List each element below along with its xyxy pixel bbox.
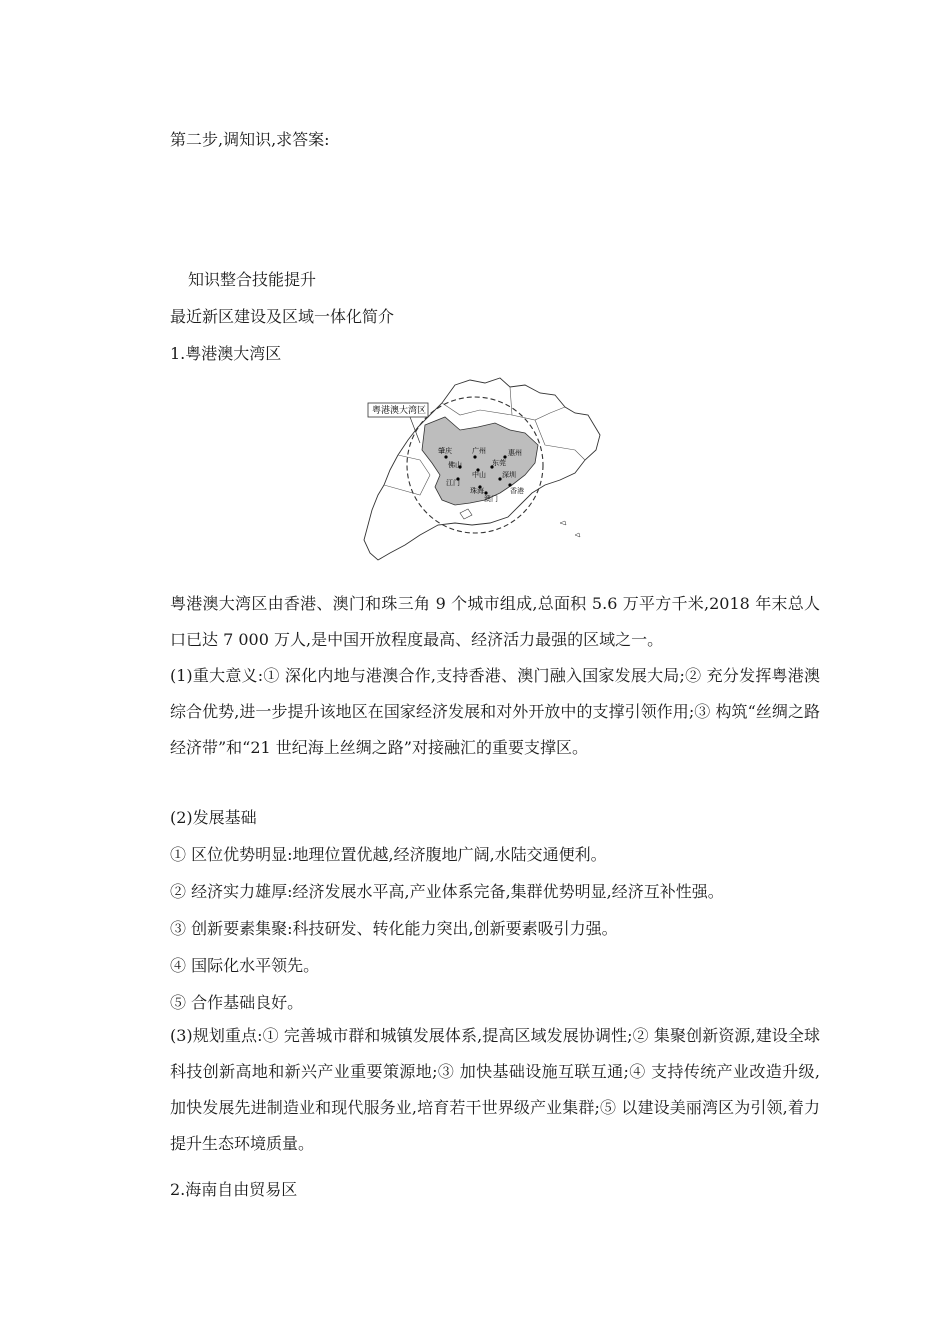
foundation-item-2: ② 经济实力雄厚:经济发展水平高,产业体系完备,集群优势明显,经济互补性强。 — [170, 882, 724, 901]
boundary-line — [535, 420, 585, 460]
foundation-item-1: ① 区位优势明显:地理位置优越,经济腹地广阔,水陆交通便利。 — [170, 845, 607, 864]
intro-paragraph: 粤港澳大湾区由香港、澳门和珠三角 9 个城市组成,总面积 5.6 万平方千米,2018 年末总人口已达 7 000 万人,是中国开放程度最高、经济活力最强的区域之一。 — [170, 594, 820, 649]
label-leader-line — [410, 417, 420, 443]
city-label-zhongshan: 中山 — [472, 471, 486, 479]
foundation-item-3: ③ 创新要素集聚:科技研发、转化能力突出,创新要素吸引力强。 — [170, 919, 618, 938]
planning-paragraph: (3)规划重点:① 完善城市群和城镇发展体系,提高区域发展协调性;② 集聚创新资源,建设全球科技创新高地和新兴产业重要策源地;③ 加快基础设施互联互通;④ 支持传统产业改造升级,加快发展先进制造业和现代服务业,培育若干世界级产业集群;⑤ 以建设美丽湾区为引领,着力提升生态环境质量。 — [170, 1026, 820, 1153]
subtitle: 最近新区建设及区域一体化简介 — [170, 307, 395, 326]
city-label-macau: 澳门 — [484, 495, 498, 503]
city-label-foshan: 佛山 — [448, 461, 462, 469]
island — [560, 521, 566, 525]
step-instruction: 第二步,调知识,求答案: — [170, 130, 330, 149]
foundation-title: (2)发展基础 — [170, 808, 257, 827]
map-label: 粤港澳大湾区 — [372, 406, 427, 416]
city-label-hongkong: 香港 — [510, 487, 524, 495]
greater-bay-area-map — [360, 375, 610, 565]
city-label-guangzhou: 广州 — [472, 447, 486, 455]
city-label-dongguan: 东莞 — [492, 459, 506, 467]
city-label-zhuhai: 珠海 — [470, 487, 484, 495]
foundation-item-5: ⑤ 合作基础良好。 — [170, 993, 304, 1012]
item1-title: 1.粤港澳大湾区 — [170, 344, 282, 363]
significance-paragraph: (1)重大意义:① 深化内地与港澳合作,支持香港、澳门融入国家发展大局;② 充分发挥粤港澳综合优势,进一步提升该地区在国家经济发展和对外开放中的支撑引领作用;③ 构筑“丝绸之路经济带”和“21 世纪海上丝绸之路”对接融汇的重要支撑区。 — [170, 666, 820, 757]
city-label-jiangmen: 江门 — [446, 479, 460, 487]
city-dot — [473, 455, 476, 458]
island — [575, 533, 580, 537]
boundary-line — [442, 403, 512, 415]
city-label-shenzhen: 深圳 — [502, 471, 516, 479]
island — [460, 509, 472, 519]
city-label-huizhou: 惠州 — [508, 449, 522, 457]
foundation-item-4: ④ 国际化水平领先。 — [170, 956, 320, 975]
city-label-zhaoqing: 肇庆 — [438, 447, 452, 455]
item2-title: 2.海南自由贸易区 — [170, 1180, 298, 1199]
map-svg — [360, 375, 610, 565]
city-dot — [444, 455, 447, 458]
section-title: 知识整合技能提升 — [188, 270, 317, 289]
